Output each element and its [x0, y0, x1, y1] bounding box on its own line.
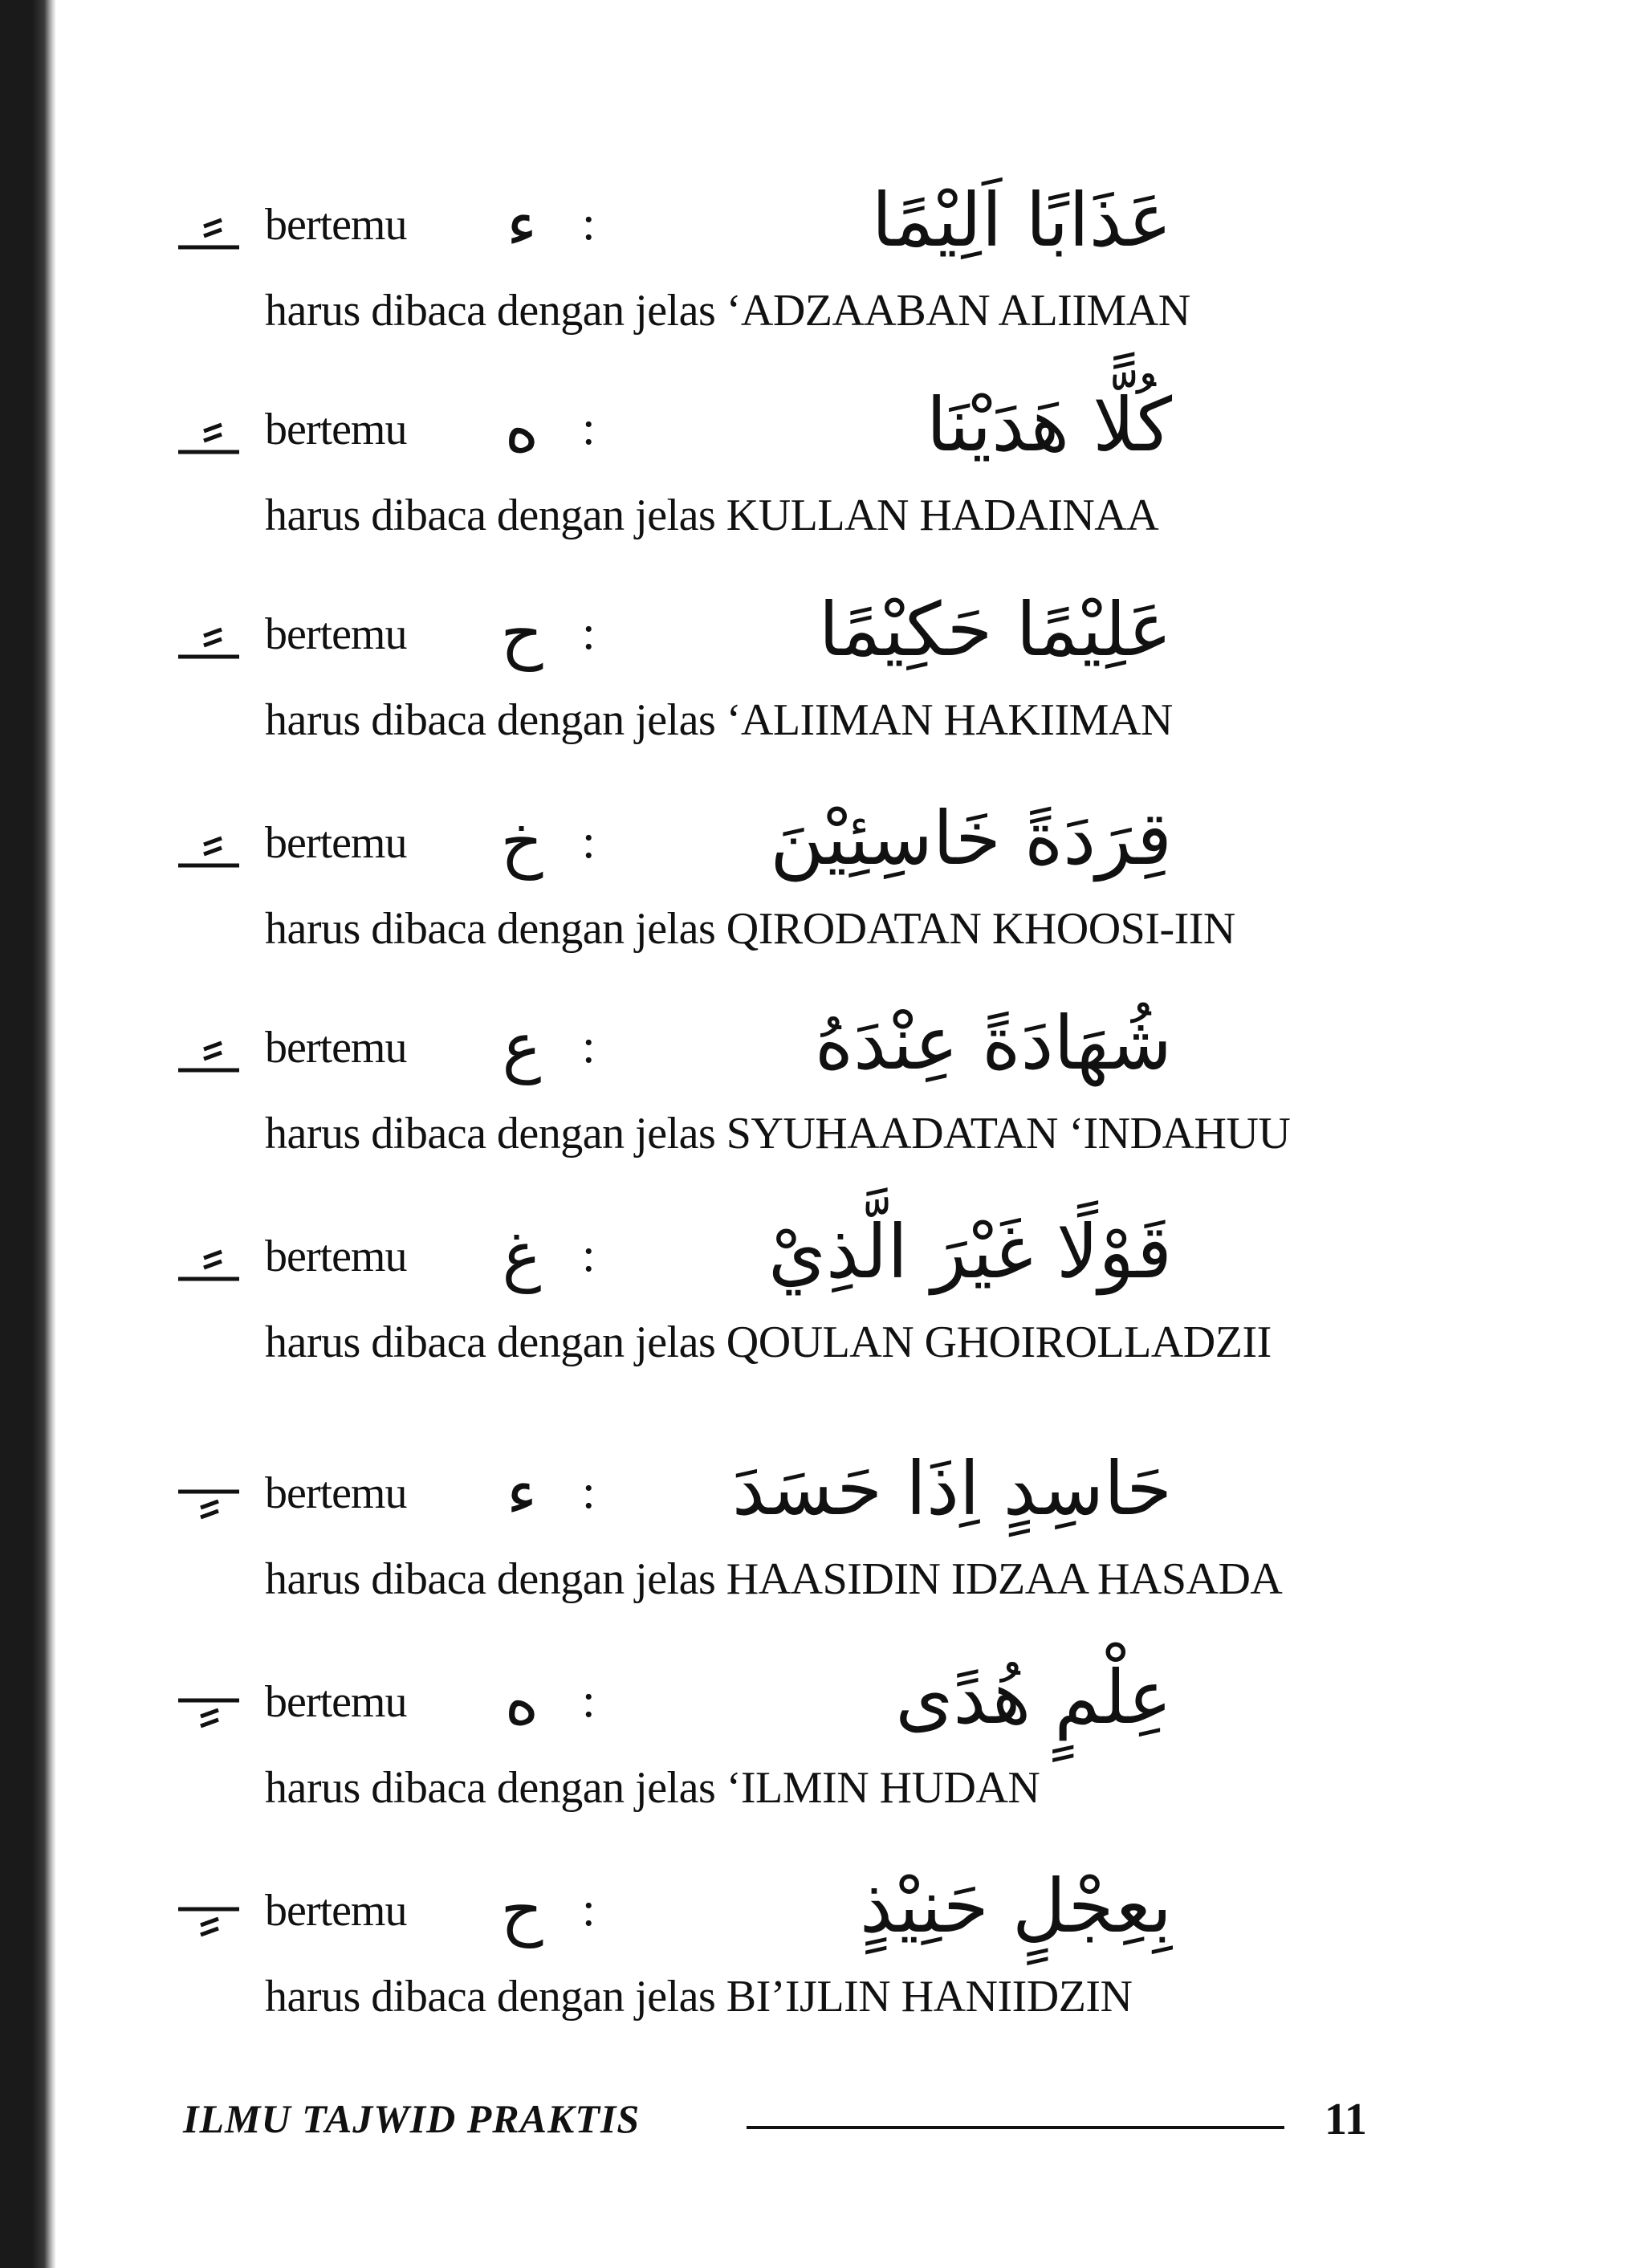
- reading-instruction: harus dibaca dengan jelas ‘ILMIN HUDAN: [265, 1763, 1040, 1813]
- tajwid-entry: [177, 1445, 1541, 1638]
- kasratain-mark-icon: [177, 1678, 241, 1734]
- arabic-example: عَلِيْمًا حَكِيْمًا: [818, 587, 1172, 673]
- reading-instruction: harus dibaca dengan jelas QOULAN GHOIROLLADZII: [265, 1317, 1272, 1367]
- reading-instruction: harus dibaca dengan jelas SYUHAADATAN ‘INDAHUU: [265, 1109, 1291, 1158]
- tajwid-entry: [177, 795, 1541, 987]
- hijaiyah-letter: خ: [500, 804, 543, 881]
- separator: :: [582, 197, 596, 250]
- fathatain-mark-icon: [177, 819, 241, 875]
- reading-instruction: harus dibaca dengan jelas BI’IJLIN HANIIDZIN: [265, 1972, 1133, 2022]
- arabic-example: كُلًّا هَدَيْنَا: [926, 382, 1172, 468]
- kasratain-mark-icon: [177, 1887, 241, 1943]
- tajwid-entry: [177, 1863, 1541, 2055]
- tajwid-entry: [177, 381, 1541, 574]
- page-number: 11: [1325, 2095, 1367, 2144]
- hijaiyah-letter: ه: [504, 1663, 539, 1740]
- fathatain-mark-icon: [177, 1024, 241, 1080]
- fathatain-mark-icon: [177, 610, 241, 666]
- fathatain-mark-icon: [177, 1232, 241, 1289]
- arabic-example: بِعِجْلٍ حَنِيْذٍ: [860, 1863, 1172, 1949]
- separator: :: [582, 1465, 596, 1518]
- reading-instruction: harus dibaca dengan jelas QIRODATAN KHOOSI-IIN: [265, 904, 1235, 954]
- connector-word: bertemu: [265, 200, 407, 250]
- reading-instruction: harus dibaca dengan jelas HAASIDIN IDZAA HASADA: [265, 1554, 1283, 1604]
- arabic-example: عِلْمٍ هُدًى: [895, 1655, 1172, 1741]
- arabic-example: قَوْلًا غَيْرَ الَّذِيْ: [768, 1209, 1172, 1295]
- tajwid-entry: [177, 1208, 1541, 1401]
- arabic-example: عَذَابًا اَلِيْمًا: [871, 177, 1172, 263]
- connector-word: bertemu: [265, 1886, 407, 1936]
- arabic-example: قِرَدَةً خَاسِئِيْنَ: [770, 796, 1172, 882]
- hijaiyah-letter: ء: [506, 186, 538, 263]
- tajwid-entry: [177, 1654, 1541, 1847]
- arabic-example: شُهَادَةً عِنْدَهُ: [814, 1000, 1172, 1086]
- reading-instruction: harus dibaca dengan jelas ‘ALIIMAN HAKIIMAN: [265, 695, 1173, 745]
- reading-instruction: harus dibaca dengan jelas KULLAN HADAINAA: [265, 491, 1159, 540]
- separator: :: [582, 401, 596, 454]
- separator: :: [582, 1883, 596, 1936]
- separator: :: [582, 1674, 596, 1727]
- book-title-footer: ILMU TAJWID PRAKTIS: [183, 2096, 641, 2141]
- connector-word: bertemu: [265, 609, 407, 659]
- separator: :: [582, 606, 596, 659]
- separator: :: [582, 1228, 596, 1281]
- connector-word: bertemu: [265, 1232, 407, 1281]
- footer-divider: [747, 2126, 1284, 2129]
- connector-word: bertemu: [265, 1023, 407, 1073]
- reading-instruction: harus dibaca dengan jelas ‘ADZAABAN ALIIMAN: [265, 286, 1190, 336]
- tajwid-entry: [177, 586, 1541, 779]
- hijaiyah-letter: ح: [500, 596, 543, 672]
- connector-word: bertemu: [265, 1468, 407, 1518]
- connector-word: bertemu: [265, 405, 407, 454]
- separator: :: [582, 815, 596, 868]
- hijaiyah-letter: ع: [502, 1009, 542, 1085]
- hijaiyah-letter: ه: [504, 391, 539, 467]
- hijaiyah-letter: غ: [502, 1218, 542, 1294]
- connector-word: bertemu: [265, 818, 407, 868]
- connector-word: bertemu: [265, 1677, 407, 1727]
- tajwid-entry: [177, 177, 1541, 369]
- hijaiyah-letter: ح: [500, 1872, 543, 1948]
- fathatain-mark-icon: [177, 405, 241, 462]
- arabic-example: حَاسِدٍ اِذَا حَسَدَ: [731, 1446, 1172, 1532]
- separator: :: [582, 1020, 596, 1073]
- kasratain-mark-icon: [177, 1469, 241, 1525]
- tajwid-entry: [177, 1000, 1541, 1192]
- fathatain-mark-icon: [177, 201, 241, 257]
- hijaiyah-letter: ء: [506, 1455, 538, 1531]
